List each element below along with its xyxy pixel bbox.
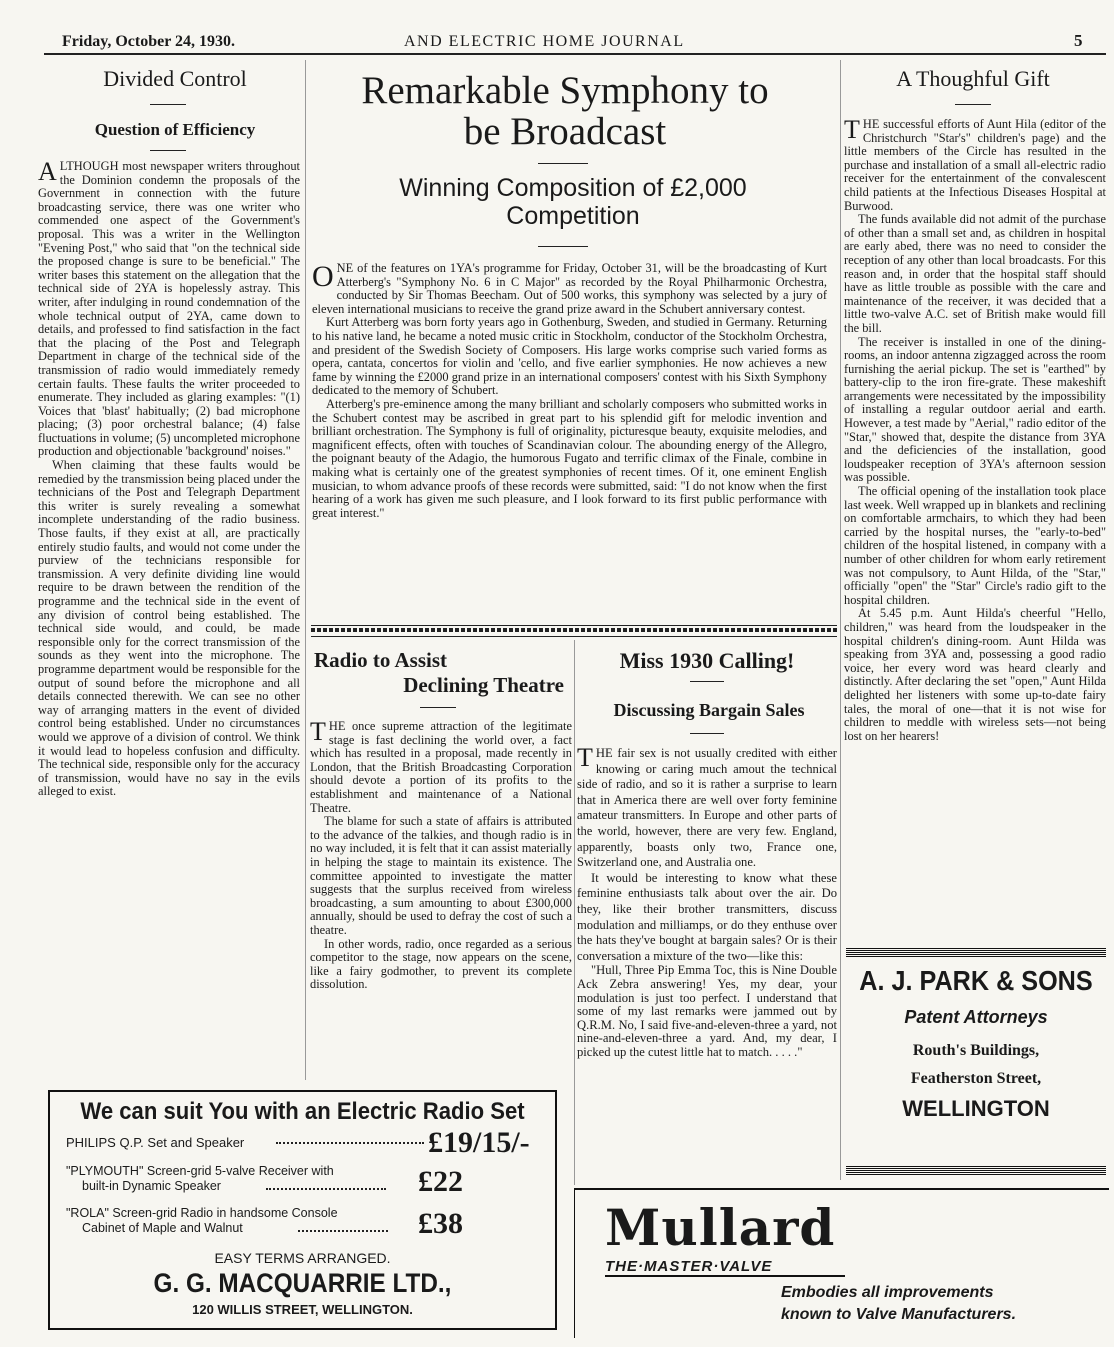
park-ad-bottom-bar (846, 1165, 1106, 1175)
macquarrie-headline: We can suit You with an Electric Radio Set (80, 1098, 525, 1125)
miss1930-p2: It would be interesting to know what these feminine enthusiasts talk about over the air. Do they, like their brother transmitters, discuss modulation and milliamps, or do they enthuse over the hats they've bought at bargain sales? Or is their conversation a mixture of the two—like this: (577, 870, 837, 963)
macquarrie-address: 120 WILLIS STREET, WELLINGTON. (192, 1302, 413, 1317)
dropcap-o: O (312, 262, 334, 293)
macquarrie-item2-line1: "PLYMOUTH" Screen-grid 5-valve Receiver with (66, 1164, 334, 1178)
mullard-tag1: Embodies all improvements (781, 1284, 994, 1301)
symphony-p2: Kurt Atterberg was born forty years ago in Gothenburg, Sweden, and studied in Germany. Returning to his native land, he became a noted music critic in Stockholm, conductor of the Stockholm Orchestra, and president of the Swedish Society of Composers. His large works comprise such varied forms as opera, cantata, concertos for violin and 'cello, and five earlier symphonies. He now achieves a new fame by winning the £2000 grand prize in an international composers' contest with his Sixth Symphony dedicated to the memory of Schubert. (312, 315, 827, 398)
divided-control-divider (150, 104, 186, 105)
miss1930-title: Miss 1930 Calling! (619, 648, 795, 673)
symphony-title (300, 70, 830, 152)
symphony-p3: Atterberg's pre-eminence among the many brilliant and scholarly composers who submitted works in the Schubert contest may be ascribed in great part to his splendid gift for melodic invention and brilliant orchestration. The Symphony is full of originality, picturesque beauty, exquisite melodies, and magnificent effects, often with touches of Scandinavian colour. The abounding energy of the Allegro, the poignant beauty of the Adagio, the humorous Fugato and terrific climax of the Finale, combine in making what is certainly one of the greatest symphonies of recent times. Of it, one eminent English musician, to whom advance proofs of these records were submitted, said: "I do not know when the first hearing of a work has given me such pleasure, and I look forward to its first public performance with great interest." (312, 396, 827, 520)
macquarrie-item3-price: £38 (418, 1207, 463, 1240)
masthead (0, 0, 1114, 60)
column-rule-2 (840, 60, 841, 1180)
theatre-title-line1: Radio to Assist (314, 648, 448, 672)
gift-body (844, 118, 1106, 953)
theatre-body (310, 720, 572, 1075)
page-number: 5 (1074, 31, 1083, 50)
symphony-p1: NE of the features on 1YA's programme for Friday, October 31, will be the broadcasting of Kurt Atterberg's "Symphony No. 6 in C Major" as recorded by the Royal Philharmonic Orchestra, conducted by Sir Thomas Beecham. Out of 500 works, this symphony was selected by a jury of eleven international musicians to receive the grand prize award in the Schubert anniversary contest. (312, 262, 827, 316)
mullard-ad (574, 1188, 1109, 1338)
gift-title: A Thoughful Gift (896, 66, 1050, 91)
dropcap-t-gift: T (844, 118, 860, 144)
macquarrie-item3-line2: Cabinet of Maple and Walnut (82, 1221, 243, 1235)
park-ad-name: A. J. PARK & SONS (859, 965, 1093, 996)
macquarrie-item2-line2: built-in Dynamic Speaker (82, 1179, 221, 1193)
miss1930-p1: HE fair sex is not usually credited with either knowing or caring much amout the technical side of radio, and so it is rather a surprise to learn that in America there are well over forty feminine amateur transmitters. In Europe and other parts of the world, however, there are very few. England, apparently, boasts only two, France one, Switzerland one, and Australia one. (577, 746, 837, 870)
theatre-p2: The blame for such a state of affairs is attributed to the advance of the talkies, and though radio is in no way included, it is felt that it can assist materially in helping the stage to maintain its existence. The committee appointed to investigate the matter suggests that the surplus received from wireless broadcasting, a sum amounting to about £300,000 annually, should be used to defray the cost of such a theatre. (310, 814, 572, 937)
symphony-title-line2: be Broadcast (463, 110, 667, 153)
macquarrie-item1-price: £19/15/- (428, 1126, 530, 1159)
theatre-divider (420, 707, 456, 708)
macquarrie-item3-line1: "ROLA" Screen-grid Radio in handsome Console (66, 1206, 338, 1220)
miss1930-subtitle: Discussing Bargain Sales (613, 700, 805, 720)
park-ad-city: WELLINGTON (902, 1096, 1050, 1121)
gift-p3: The receiver is installed in one of the dining-rooms, an indoor antenna zigzagged across the room furnishing the aerial pickup. The set is "earthed" by battery-clip to the iron fire-grate. These makeshift arrangements were necessitated by the impossibility of installing a regular outdoor aerial and earth. However, a test made by "Aerial," radio editor of the "Star," showed that, despite the distance from 3YA and the deficiencies of the installation, good loudspeaker reception of 3YA's afternoon session was possible. (844, 334, 1106, 485)
miss1930-divider-2 (690, 733, 724, 734)
divided-control-p1: LTHOUGH most newspaper writers throughout the Dominion condemn the proposals of the Government in connection with the future broadcasting service, there was one writer who commended one aspect of the Government's proposal. This was a writer in the Wellington "Evening Post," who said that "on the technical side the proposed change is sure to be beneficial." The writer bases this statement on the allegation that the technical side of 2YA is hopelessly astray. This writer, after indulging in round condemnation of the whole technical output of 2YA, came down to details, and professed to find satisfaction in the fact that the placing of the Post and Telegraph Department in charge of the technical side of the transmission of radio would immediately remedy certain faults. These faults the writer proceeded to enumerate. They included as glaring examples: "(1) Voices that 'blast' habitually; (2) bad microphone placing; (3) poor orchestral balance; (4) false fluctuations in volume; (5) uncompleted microphone production and objectionable 'background' noises." (38, 160, 300, 459)
park-ad-line1: Routh's Buildings, (912, 1042, 1040, 1059)
dropcap-t-miss1930: T (577, 746, 593, 772)
park-ad-top-bar (846, 947, 1106, 957)
gift-p1: HE successful efforts of Aunt Hila (editor of the Christchurch "Star's" children's page) and the little members of the Circle has resulted in the purchase and installation of a small all-electric radio receiver for the entertainment of the convalescent child patients at the Infectious Diseases Hospital at Burwood. (844, 118, 1106, 213)
theatre-p1: HE once supreme attraction of the legitimate stage is fast declining the world over, a fact which has resulted in a proposal, made recently in London, that the British Broadcasting Corporation should devote a portion of its profits to the establishment and maintenance of a National Theatre. (310, 720, 572, 815)
mullard-tag2: known to Valve Manufacturers. (781, 1306, 1017, 1323)
symphony-subtitle-line1: Winning Composition of £2,000 (399, 174, 747, 202)
theatre-title-line2: Declining Theatre (403, 673, 564, 697)
macquarrie-item3 (66, 1206, 546, 1240)
macquarrie-item1 (66, 1126, 546, 1159)
theatre-title (310, 648, 572, 698)
masthead-rule (44, 53, 1106, 55)
divided-control-title: Divided Control (103, 66, 247, 91)
divided-control-subtitle: Question of Efficiency (94, 120, 256, 139)
symphony-body (312, 262, 827, 617)
gift-divider (955, 104, 991, 105)
macquarrie-ad (48, 1090, 557, 1330)
macquarrie-item2-dots (266, 1188, 386, 1190)
divided-control-body (38, 160, 300, 1075)
divided-control-divider-2 (150, 150, 186, 151)
dropcap-a: A (38, 160, 57, 186)
macquarrie-terms: EASY TERMS ARRANGED. (214, 1250, 391, 1266)
mullard-brand: Mullard (605, 1198, 836, 1257)
gift-p2: The funds available did not admit of the purchase of other than a small set and, as children in hospital are early abed, there was no need to consider the reception of any other than local broadcasts. For this reason and, in order that the hospital staff should have as little trouble as possible with the care and maintenance of the receiver, it was decided that a little two-valve A.C. set of British make would fill the bill. (844, 212, 1106, 335)
masthead-date: Friday, October 24, 1930. (62, 33, 236, 50)
macquarrie-item1-dots (276, 1142, 424, 1144)
miss1930-divider (690, 681, 724, 682)
macquarrie-item3-dots (298, 1230, 388, 1232)
column-rule-1 (305, 60, 306, 1080)
gift-p4: The official opening of the installation took place last week. Well wrapped up in blankets and reclining on comfortable armchairs, to which they had been carried by the hospital nurses, the "early-to-bed" children of the hospital listened, in company with a number of other children for whom early retirement was not compulsory, to Aunt Hilda, of the "Star," officially "open" the "Star" Circle's radio gift to the hospital children. (844, 484, 1106, 607)
gift-p5: At 5.45 p.m. Aunt Hilda's cheerful "Hello, children," was heard from the loudspeaker in the hospital children's dining-room. Aunt Hilda was speaking from 3YA and, possessing a good radio voice, her every word was heard clearly and distinctly. After declaring the set "open," Aunt Hilda delighted her listeners with some up-to-date fairy tales, the moral of one—that it is not wise for children to meddle with wireless sets—not being lost on her hearers! (844, 606, 1106, 743)
mullard-slogan: THE·MASTER·VALVE (605, 1258, 845, 1277)
symphony-dashed-rule (311, 625, 837, 637)
symphony-divider-2 (538, 246, 588, 247)
macquarrie-item2 (66, 1164, 546, 1198)
dropcap-t-theatre: T (310, 720, 326, 746)
symphony-subtitle (318, 174, 828, 230)
macquarrie-item1-name: PHILIPS Q.P. Set and Speaker (66, 1135, 245, 1150)
macquarrie-company: G. G. MACQUARRIE LTD., (153, 1268, 452, 1298)
masthead-journal: AND ELECTRIC HOME JOURNAL (404, 33, 685, 50)
theatre-p3: In other words, radio, once regarded as a serious competitor to the stage, now appears on the scene, like a fairy godmother, to prevent its complete dissolution. (310, 936, 572, 992)
park-ad-line2: Featherston Street, (910, 1070, 1042, 1087)
macquarrie-item2-price: £22 (418, 1165, 463, 1198)
miss1930-p3: "Hull, Three Pip Emma Toc, this is Nine Double Ack Zebra answering! Yes, my dear, your modulation is just too perfect. I understand that some of my last remarks were jammed out by Q.R.M. No, I said five-and-eleven-three a yard, not nine-and-eleven-three a yard. And, my dear, I picked up the cutest little hat to match. . . . ." (577, 963, 837, 1059)
park-ad-tagline: Patent Attorneys (904, 1007, 1048, 1027)
park-ad (842, 965, 1110, 1165)
miss1930-body (577, 746, 837, 1186)
symphony-divider (538, 163, 588, 164)
symphony-subtitle-line2: Competition (506, 202, 640, 230)
column-rule-3 (574, 640, 575, 1185)
divided-control-p2: When claiming that these faults would be remedied by the transmission being placed under the technicians of the Post and Telegraph Department this writer is surely revealing a somewhat incomplete understanding of the radio business. Those faults, if they exist at all, are practically entirely studio faults, and would not come under the purview of the technicians responsible for transmission. A very definite dividing line would require to be drawn between the rendition of the programme and the technical side in the event of any division of control being established. The technical side would, and could, be made responsible only for the correct transmission of the sounds as they went into the microphone. The programme department would be responsible for the output of sound before the microphone and all details connected therewith. We can see no other way of arranging matters in the event of divided control being established. Under no circumstances would we approve of a division of control. We think it would lead to hopeless confusion and difficulty. The technical side, responsible only for the accuracy of transmission, would have no say in the evils alleged to exist. (38, 458, 300, 799)
symphony-title-line1: Remarkable Symphony to (361, 69, 769, 112)
